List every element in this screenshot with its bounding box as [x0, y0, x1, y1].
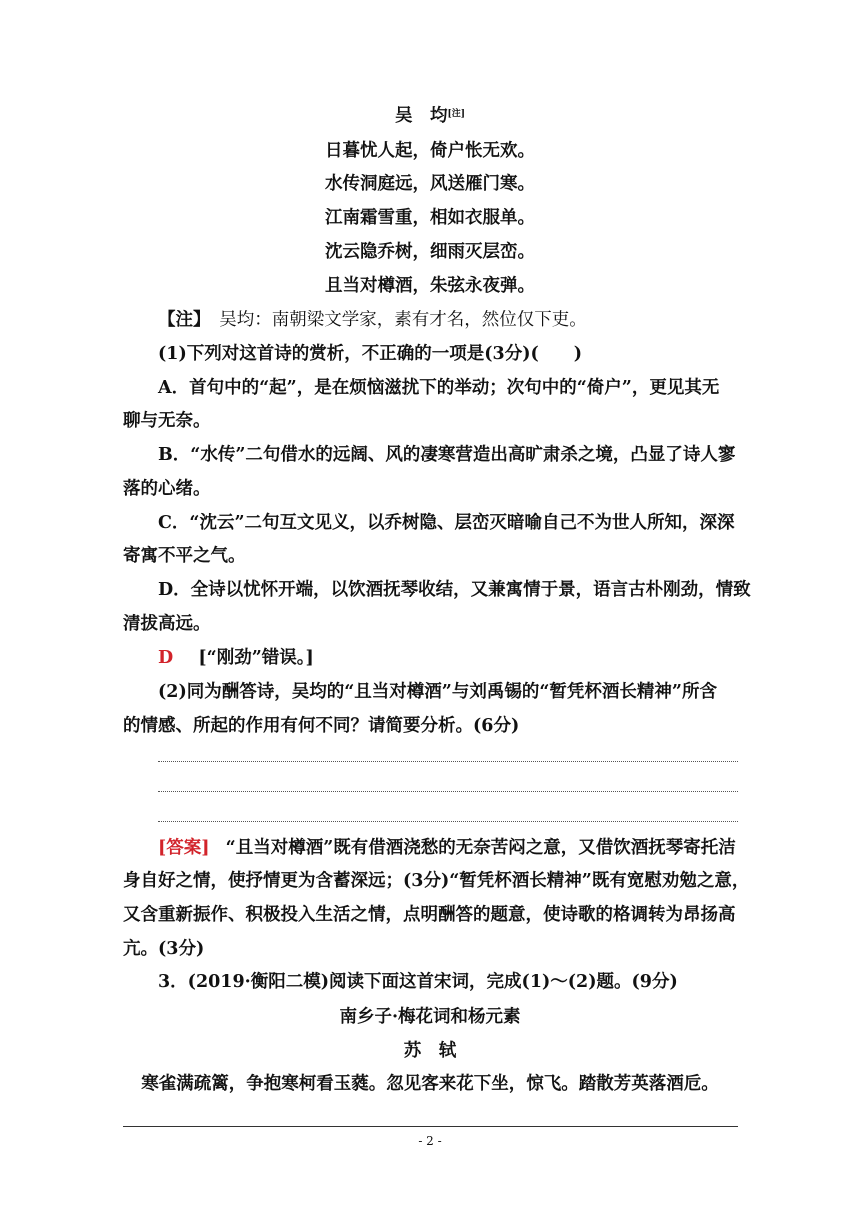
poem-line-4: 沈云隐乔树，细雨灭层峦。: [325, 242, 535, 262]
q1-option-b-line2: 落的心绪。: [123, 479, 211, 499]
q1-option-a-line1: A．首句中的“起”，是在烦恼滋扰下的举动；次句中的“倚户”，更见其无: [158, 378, 720, 398]
answer-blank-line-1[interactable]: [158, 761, 738, 762]
q1-option-d-line2: 清拔高远。: [123, 614, 211, 634]
q1-option-c-line2: 寄寓不平之气。: [123, 546, 246, 566]
q1-option-a-line2: 聊与无奈。: [123, 411, 211, 431]
q1-answer-explanation: [“刚劲”错误。]: [198, 648, 314, 668]
q2-answer-line4: 亢。(3分): [123, 939, 205, 959]
q2-answer-line3: 又含重新振作、积极投入生活之情，点明酬答的题意，使诗歌的格调转为昂扬高: [123, 905, 736, 925]
q3-poem-author: 苏 轼: [403, 1041, 457, 1061]
poem-line-1: 日暮忧人起，倚户怅无欢。: [325, 141, 535, 161]
q3-poem-line-1: 寒雀满疏篱，争抱寒柯看玉蕤。忽见客来花下坐，惊飞。踏散芳英落酒卮。: [141, 1074, 719, 1094]
q2-stem-line1: (2)同为酬答诗，吴均的“且当对樽酒”与刘禹锡的“暂凭杯酒长精神”所含: [158, 682, 717, 702]
q2-answer-line1: [158, 836, 736, 860]
q1-answer-letter: D: [158, 648, 174, 668]
poem-author-name: 吴 均: [394, 106, 448, 126]
author-note-marker: [注]: [447, 109, 466, 119]
q2-answer-label: [答案]: [158, 838, 210, 858]
q1-option-b-line1: B．“水传”二句借水的远阔、风的凄寒营造出高旷肃杀之境，凸显了诗人寥: [158, 445, 736, 465]
q2-answer-text-1: “且当对樽酒”既有借酒浇愁的无奈苦闷之意，又借饮酒抚琴寄托洁: [225, 838, 736, 858]
poem-line-3: 江南霜雪重，相如衣服单。: [325, 208, 535, 228]
poem-author: [0, 104, 860, 128]
q1-answer: [158, 646, 314, 670]
answer-blank-line-3[interactable]: [158, 821, 738, 822]
note-text: 吴均：南朝梁文学家，素有才名，然位仅下吏。: [219, 310, 587, 330]
q1-option-c-line1: C．“沈云”二句互文见义，以乔树隐、层峦灭暗喻自己不为世人所知，深深: [158, 513, 735, 533]
poem-line-2: 水传洞庭远，风送雁门寒。: [325, 174, 535, 194]
page-number: - 2 -: [418, 1134, 442, 1148]
poem-note: [158, 308, 587, 332]
q2-stem-line2: 的情感、所起的作用有何不同？请简要分析。(6分): [123, 716, 520, 736]
poem-line-5: 且当对樽酒，朱弦永夜弹。: [325, 276, 535, 296]
q2-answer-line2: 身自好之情，使抒情更为含蓄深远；(3分)“暂凭杯酒长精神”既有宽慰劝勉之意，: [123, 871, 750, 891]
q1-stem: (1)下列对这首诗的赏析，不正确的一项是(3分)( ): [158, 344, 583, 364]
note-label: 【注】: [158, 310, 202, 330]
q3-poem-title: 南乡子·梅花词和杨元素: [339, 1007, 521, 1027]
q1-option-d-line1: D．全诗以忧怀开端，以饮酒抚琴收结，又兼寓情于景，语言古朴刚劲，情致: [158, 580, 751, 600]
footer-divider: [123, 1126, 738, 1127]
answer-blank-line-2[interactable]: [158, 791, 738, 792]
q3-stem: 3．(2019·衡阳二模)阅读下面这首宋词，完成(1)～(2)题。(9分): [158, 972, 678, 992]
